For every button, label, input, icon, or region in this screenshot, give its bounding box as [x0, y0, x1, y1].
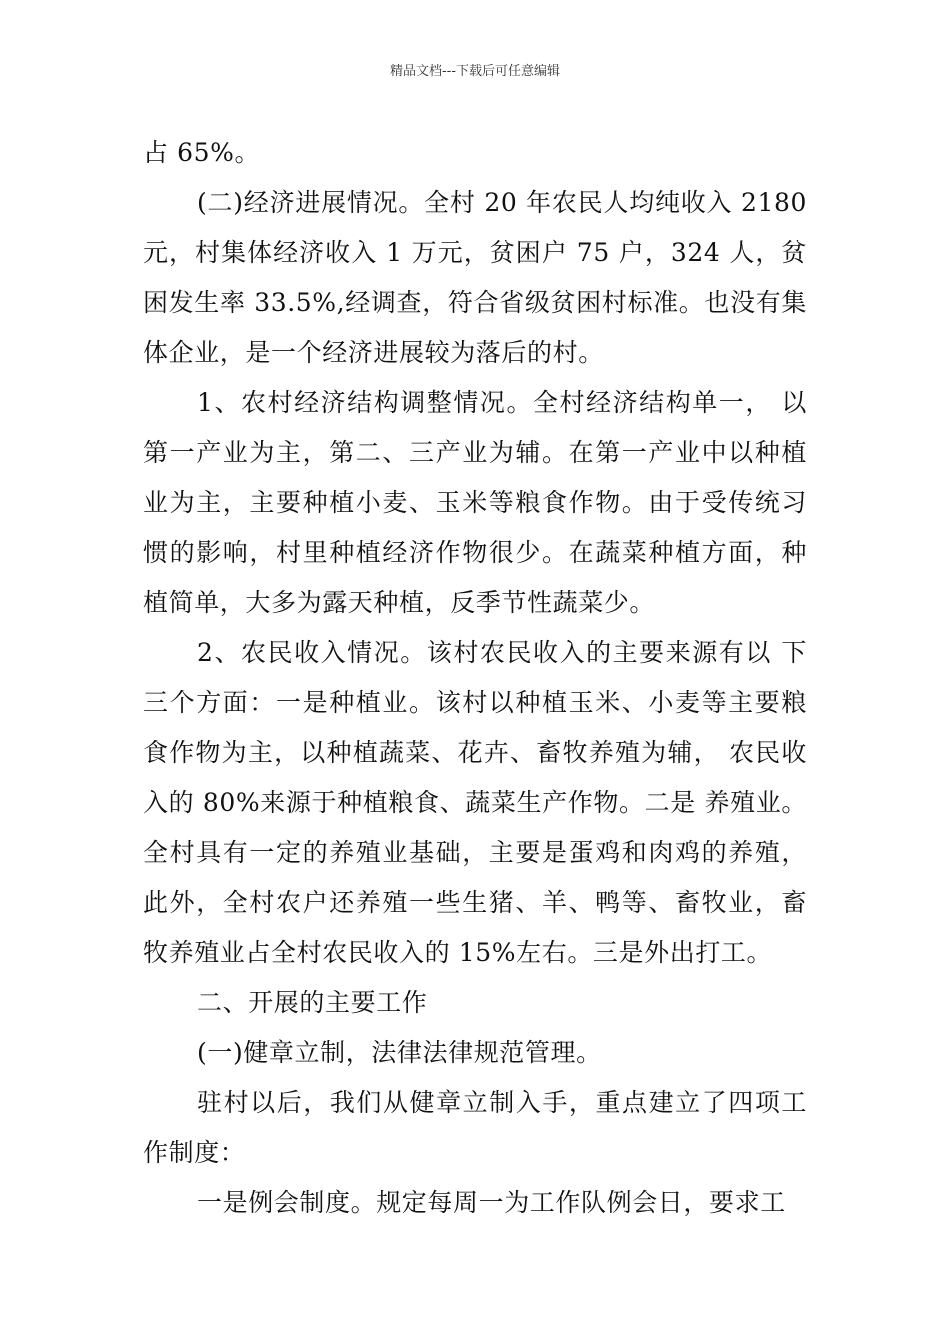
paragraph-economic-structure: 1、农村经济结构调整情况。全村经济结构单一， 以第一产业为主，第二、三产业为辅。在第一产业中以种植业为主，主要种植小麦、玉米等粮食作物。由于受传统习惯的影响，村里种植经济作物很少。在蔬菜种植方面，种植简单，大多为露天种植，反季节性蔬菜少。 [143, 388, 807, 617]
paragraph-meeting-system: 一是例会制度。规定每周一为工作队例会日，要求工 [197, 1188, 786, 1217]
paragraph-work-systems: 驻村以后，我们从健章立制入手，重点建立了四项工作制度： [143, 1088, 807, 1167]
section-heading-main-work: 二、开展的主要工作 [197, 988, 428, 1017]
subsection-heading: (一)健章立制，法律法律规范管理。 [197, 1038, 602, 1067]
page-header: 精品文档---下载后可任意编辑 [389, 64, 561, 79]
paragraph-farmer-income: 2、农民收入情况。该村农民收入的主要来源有以 下三个方面：一是种植业。该村以种植玉米、小麦等主要粮食作物为主，以种植蔬菜、花卉、畜牧养殖为辅， 农民收入的 80%来源于种植粮食、蔬菜生产作物。二是 养殖业。全村具有一定的养殖业基础，主要是蛋鸡和肉鸡的养殖，此外，全村农户还养殖一些生猪、羊、鸭等、畜牧业，畜牧养殖业占全村农民收入的 15%左右。三是外出打工。 [143, 638, 807, 967]
paragraph-1: 占 65%。 [143, 138, 261, 167]
document-body [143, 128, 807, 1228]
paragraph-economic-progress: (二)经济进展情况。全村 20 年农民人均纯收入 2180 元，村集体经济收入 1 万元，贫困户 75 户，324 人，贫困发生率 33.5%,经调查，符合省级贫困村标准。也没有集体企业，是一个经济进展较为落后的村。 [143, 188, 807, 367]
